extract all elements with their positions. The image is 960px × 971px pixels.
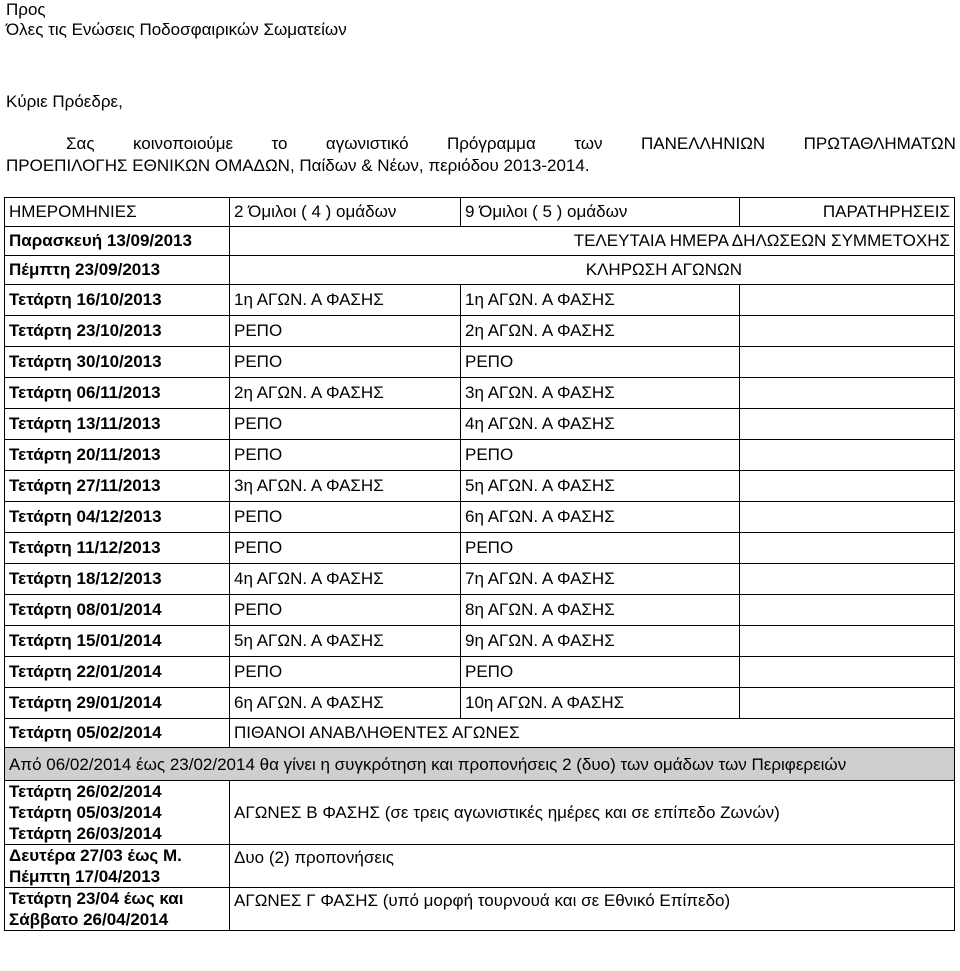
row-date: Δευτέρα 27/03 έως Μ. [9,846,182,865]
letter-intro-line2: ΠΡΟΕΠΙΛΟΓΗΣ ΕΘΝΙΚΩΝ ΟΜΑΔΩΝ, Παίδων & Νέων, περιόδου 2013-2014. [6,156,590,175]
intro-word: ΠΡΩΤΑΘΛΗΜΑΤΩΝ [803,134,956,153]
table-row-regional [5,748,955,781]
game-rows [5,285,955,719]
letter-to: Προς [6,0,46,19]
row-date: Τετάρτη 23/10/2013 [5,316,230,347]
row-remarks [740,471,955,502]
row-date: Τετάρτη 26/02/2014 [9,782,162,801]
row-date: Πέμπτη 23/09/2013 [5,256,230,285]
row-date: Τετάρτη 13/11/2013 [5,409,230,440]
row-remarks [740,564,955,595]
row-remarks [740,378,955,409]
row-remarks [740,440,955,471]
table-row-training [5,845,955,888]
letter-intro-line1 [66,134,956,154]
table-row [5,657,955,688]
row-2-groups: ΡΕΠΟ [230,316,461,347]
row-date: Τετάρτη 27/11/2013 [5,471,230,502]
table-row-postponed [5,719,955,748]
intro-word: ΠΑΝΕΛΛΗΝΙΩΝ [640,134,766,153]
header-9-groups: 9 Όμιλοι ( 5 ) ομάδων [461,198,740,227]
table-row [5,285,955,316]
table-row [5,316,955,347]
row-remarks [740,595,955,626]
row-2-groups: ΡΕΠΟ [230,657,461,688]
regional-note: Από 06/02/2014 έως 23/02/2014 θα γίνει η συγκρότηση και προπονήσεις 2 (δυο) των ομάδων των Περιφερειών [5,748,955,781]
row-date: Τετάρτη 29/01/2014 [5,688,230,719]
table-row [5,533,955,564]
row-9-groups: 1η ΑΓΩΝ. Α ΦΑΣΗΣ [461,285,740,316]
row-date: Τετάρτη 05/02/2014 [5,719,230,748]
row-note: ΑΓΩΝΕΣ Β ΦΑΣΗΣ (σε τρεις αγωνιστικές ημέρες και σε επίπεδο Ζωνών) [230,781,955,845]
row-remarks [740,657,955,688]
row-date: Τετάρτη 15/01/2014 [5,626,230,657]
intro-word: των [574,134,603,153]
row-9-groups: 3η ΑΓΩΝ. Α ΦΑΣΗΣ [461,378,740,409]
row-remarks [740,688,955,719]
row-9-groups: 2η ΑΓΩΝ. Α ΦΑΣΗΣ [461,316,740,347]
row-9-groups: ΡΕΠΟ [461,440,740,471]
row-date: Τετάρτη 18/12/2013 [5,564,230,595]
row-remarks [740,409,955,440]
row-note: ΤΕΛΕΥΤΑΙΑ ΗΜΕΡΑ ΔΗΛΩΣΕΩΝ ΣΥΜΜΕΤΟΧΗΣ [230,227,955,256]
intro-word: Σας [66,134,95,153]
row-2-groups: 2η ΑΓΩΝ. Α ΦΑΣΗΣ [230,378,461,409]
row-2-groups: ΡΕΠΟ [230,533,461,564]
row-dates [5,845,230,888]
row-9-groups: 10η ΑΓΩΝ. Α ΦΑΣΗΣ [461,688,740,719]
table-row [5,440,955,471]
row-2-groups: 3η ΑΓΩΝ. Α ΦΑΣΗΣ [230,471,461,502]
row-date: Παρασκευή 13/09/2013 [5,227,230,256]
schedule-table [4,197,955,931]
row-remarks [740,502,955,533]
letter-intro [66,134,956,154]
table-row [5,595,955,626]
row-dates [5,781,230,845]
row-2-groups: ΡΕΠΟ [230,595,461,626]
row-2-groups: ΡΕΠΟ [230,502,461,533]
letter-salutation: Κύριε Πρόεδρε, [6,92,123,111]
row-note: ΠΙΘΑΝΟΙ ΑΝΑΒΛΗΘΕΝΤΕΣ ΑΓΩΝΕΣ [230,719,955,748]
row-note: ΚΛΗΡΩΣΗ ΑΓΩΝΩΝ [230,256,955,285]
row-9-groups: 4η ΑΓΩΝ. Α ΦΑΣΗΣ [461,409,740,440]
row-date: Τετάρτη 11/12/2013 [5,533,230,564]
table-header-row [5,198,955,227]
row-9-groups: ΡΕΠΟ [461,533,740,564]
row-9-groups: ΡΕΠΟ [461,657,740,688]
row-2-groups: ΡΕΠΟ [230,440,461,471]
row-2-groups: 1η ΑΓΩΝ. Α ΦΑΣΗΣ [230,285,461,316]
row-date: Τετάρτη 16/10/2013 [5,285,230,316]
row-2-groups: ΡΕΠΟ [230,409,461,440]
table-row [5,564,955,595]
row-remarks [740,626,955,657]
letter-recipients: Όλες τις Ενώσεις Ποδοσφαιρικών Σωματείων [6,20,347,39]
row-note: Δυο (2) προπονήσεις [230,845,955,888]
table-row-phase-c [5,888,955,931]
row-9-groups: ΡΕΠΟ [461,347,740,378]
row-2-groups: 4η ΑΓΩΝ. Α ΦΑΣΗΣ [230,564,461,595]
row-date: Τετάρτη 22/01/2014 [5,657,230,688]
row-remarks [740,316,955,347]
header-remarks: ΠΑΡΑΤΗΡΗΣΕΙΣ [740,198,955,227]
row-date: Τετάρτη 30/10/2013 [5,347,230,378]
row-date: Πέμπτη 17/04/2013 [9,867,161,886]
row-date: Τετάρτη 23/04 έως και [9,889,184,908]
table-row [5,502,955,533]
header-dates: ΗΜΕΡΟΜΗΝΙΕΣ [5,198,230,227]
table-row [5,626,955,657]
row-remarks [740,347,955,378]
table-row [5,378,955,409]
row-9-groups: 8η ΑΓΩΝ. Α ΦΑΣΗΣ [461,595,740,626]
table-row [5,409,955,440]
table-row [5,688,955,719]
row-2-groups: ΡΕΠΟ [230,347,461,378]
row-2-groups: 6η ΑΓΩΝ. Α ΦΑΣΗΣ [230,688,461,719]
row-dates [5,888,230,931]
row-date: Τετάρτη 04/12/2013 [5,502,230,533]
row-date: Σάββατο 26/04/2014 [9,910,169,929]
row-9-groups: 9η ΑΓΩΝ. Α ΦΑΣΗΣ [461,626,740,657]
row-date: Τετάρτη 20/11/2013 [5,440,230,471]
row-date: Τετάρτη 26/03/2014 [9,824,162,843]
intro-word: κοινοποιούμε [132,134,234,153]
table-row-phase-b [5,781,955,845]
row-remarks [740,285,955,316]
table-row [5,347,955,378]
row-date: Τετάρτη 06/11/2013 [5,378,230,409]
row-9-groups: 5η ΑΓΩΝ. Α ΦΑΣΗΣ [461,471,740,502]
row-date: Τετάρτη 05/03/2014 [9,803,162,822]
header-2-groups: 2 Όμιλοι ( 4 ) ομάδων [230,198,461,227]
row-9-groups: 7η ΑΓΩΝ. Α ΦΑΣΗΣ [461,564,740,595]
intro-word: Πρόγραμμα [446,134,536,153]
table-row [5,471,955,502]
intro-word: το [271,134,288,153]
table-row-deadline [5,227,955,256]
intro-word: αγωνιστικό [325,134,409,153]
row-9-groups: 6η ΑΓΩΝ. Α ΦΑΣΗΣ [461,502,740,533]
row-2-groups: 5η ΑΓΩΝ. Α ΦΑΣΗΣ [230,626,461,657]
row-note: ΑΓΩΝΕΣ Γ ΦΑΣΗΣ (υπό μορφή τουρνουά και σε Εθνικό Επίπεδο) [230,888,955,931]
row-remarks [740,533,955,564]
row-date: Τετάρτη 08/01/2014 [5,595,230,626]
table-row-draw [5,256,955,285]
